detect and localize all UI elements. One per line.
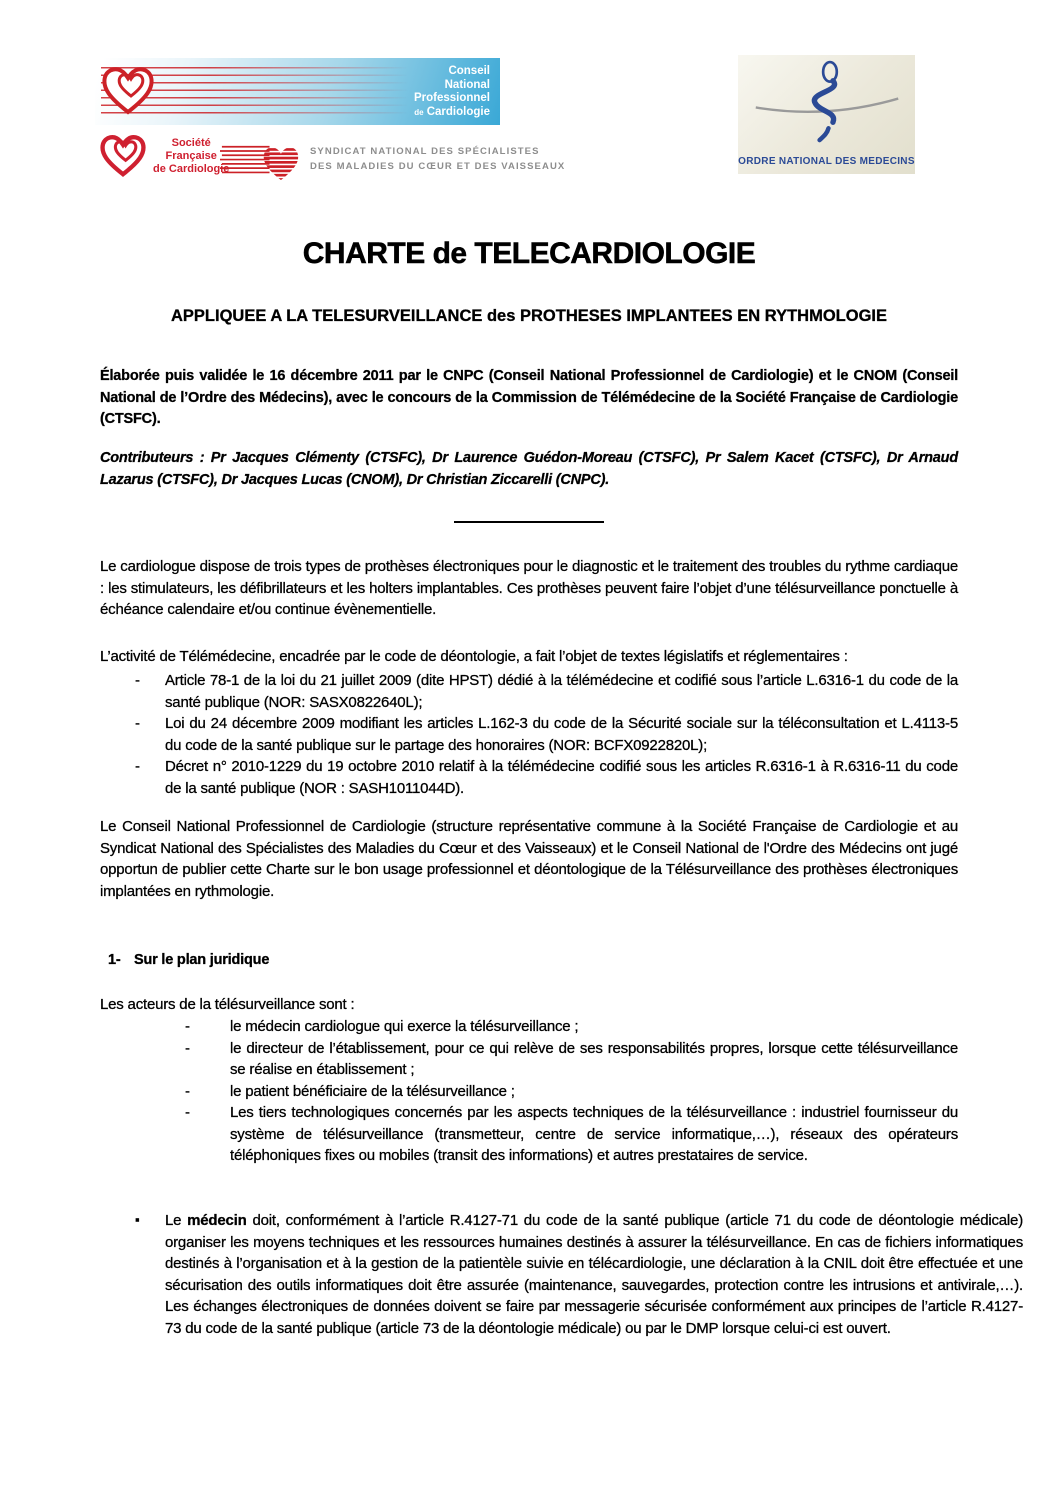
syndicat-line1: SYNDICAT NATIONAL DES SPÉCIALISTES	[310, 146, 540, 157]
dash-bullet: -	[185, 1104, 190, 1121]
law-item	[100, 756, 958, 799]
page-subtitle: APPLIQUEE A LA TELESURVEILLANCE des PROTHESES IMPLANTEES EN RYTHMOLOGIE	[171, 307, 887, 325]
medecin-paragraph	[100, 1210, 1023, 1339]
laws-intro: L’activité de Télémédecine, encadrée par le code de déontologie, a fait l’objet de textes législatifs et réglementaires :	[100, 648, 848, 665]
actor-item	[100, 1102, 958, 1167]
actors-list	[100, 1016, 958, 1167]
body-paragraph-2: Le Conseil National Professionnel de Cardiologie (structure représentative commune à la Société Française de Cardiologie et au Syndicat National des Spécialistes des Maladies du Cœur et des Vaisseaux) et le Conseil National de l'Ordre des Médecins ont jugé opportun de publier cette Charte sur le bon usage professionnel et déontologique de la Télésurveillance des prothèses électroniques implantées en rythmologie.	[100, 818, 958, 900]
actor-item	[100, 1081, 958, 1103]
dash-bullet: -	[135, 715, 140, 732]
cnpc-line4: de Cardiologie	[414, 105, 490, 118]
actor-item-text: Les tiers technologiques concernés par les aspects techniques de la télésurveillance : industriel fournisseur du système de télésurveillance (transmetteur, centre de service informatique,…), réseaux des opérateurs téléphoniques fixes ou mobiles (transit des informations) et autres prestataires de service.	[230, 1104, 958, 1164]
syndicat-line2: DES MALADIES DU CŒUR ET DES VAISSEAUX	[310, 161, 566, 172]
square-bullet: ▪	[135, 1212, 140, 1227]
law-item	[100, 713, 958, 756]
law-item-text: Décret n° 2010-1229 du 19 octobre 2010 relatif à la télémédecine codifié sous les articles R.6316-1 à R.6316-11 du code de la santé publique (NOR : SASH1011044D).	[165, 758, 958, 797]
law-item-text: Article 78-1 de la loi du 21 juillet 2009 (dite HPST) dédié à la télémédecine et codifié sous l’article L.6316-1 du code de la santé publique (NOR: SASX0822640L);	[165, 672, 958, 711]
cnpc-line2: National	[444, 78, 490, 91]
caduceus-icon	[752, 57, 902, 149]
cnpc-line1: Conseil	[448, 65, 490, 77]
body-paragraph-1: Le cardiologue dispose de trois types de prothèses électroniques pour le diagnostic et le traitement des troubles du rythme cardiaque : les stimulateurs, les défibrillateurs et les holters implantables. Ces prothèses peuvent faire l’objet d’une télésurveillance ponctuelle à échéance calendaire et/ou continue évènementielle.	[100, 558, 958, 618]
separator-line	[454, 521, 604, 523]
actor-item	[100, 1016, 958, 1038]
syndicat-logo	[220, 138, 565, 184]
contributors-paragraph: Contributeurs : Pr Jacques Clémenty (CTSFC), Dr Laurence Guédon-Moreau (CTSFC), Pr Salem Kacet (CTSFC), Dr Arnaud Lazarus (CTSFC), Dr Jacques Lucas (CNOM), Dr Christian Ziccarelli (CNPC).	[100, 450, 958, 488]
section-number: 1-	[108, 952, 121, 968]
cnpc-logo	[95, 58, 500, 125]
dash-bullet: -	[135, 672, 140, 689]
onm-logo	[738, 55, 915, 174]
law-item-text: Loi du 24 décembre 2009 modifiant les articles L.162-3 du code de la Sécurité sociale sur la téléconsultation et L.4113-5 du code de la santé publique sur le partage des honoraires (NOR: BCFX0922820L);	[165, 715, 958, 754]
actor-item-text: le patient bénéficiaire de la télésurveillance ;	[230, 1082, 515, 1100]
sfc-line2: Française	[165, 149, 217, 162]
actors-intro: Les acteurs de la télésurveillance sont :	[100, 996, 355, 1013]
heart-icon	[98, 61, 158, 121]
actor-item-text: le médecin cardiologue qui exerce la télésurveillance ;	[230, 1018, 579, 1035]
actor-item-text: le directeur de l’établissement, pour ce qui relève de ses responsabilités propres, lorsque cette télésurveillance se réalise en établissement ;	[230, 1039, 958, 1078]
syndicat-logo-text	[310, 144, 565, 174]
section-title: Sur le plan juridique	[134, 952, 270, 968]
sfc-logo	[97, 130, 229, 182]
actor-item	[100, 1038, 958, 1081]
striped-heart-icon	[220, 138, 300, 184]
heart-icon	[97, 130, 149, 182]
medecin-text: doit, conformément à l’article R.4127-71 du code de la santé publique (article 71 du code de déontologie médicale) organiser les moyens techniques et les ressources humaines destinés à assurer la télésurveillance. En cas de fichiers informatiques destinés à l’organisation et à la gestion de la patientèle suivie en télécardiologie, une déclaration à la CNIL doit être effectuée et une sécurisation des outils informatiques doit être assurée (maintenance, sauvegardes, protection contre les intrusions et antivirale,…). Les échanges électroniques de données doivent se faire par messagerie sécurisée conformément aux principes de l’article R.4127-73 du code de la santé publique (article 73 de la déontologie médicale) ou par le DMP lorsque celui-ci est ouvert.	[165, 1212, 1023, 1337]
medecin-bold-word: médecin	[187, 1212, 247, 1229]
intro-paragraph: Élaborée puis validée le 16 décembre 2011 par le CNPC (Conseil National Professionnel de Cardiologie) et le CNOM (Conseil National de l’Ordre des Médecins), avec le concours de la Commission de Télémédecine de la Société Française de Cardiologie (CTSFC).	[100, 368, 958, 427]
cnpc-line3: Professionnel	[413, 92, 490, 104]
dash-bullet: -	[185, 1039, 190, 1057]
sfc-line1: Société	[171, 136, 211, 149]
dash-bullet: -	[135, 758, 140, 775]
section-1-heading	[100, 950, 958, 972]
sfc-line3: de Cardiologie	[153, 162, 230, 175]
page-title: CHARTE de TELECARDIOLOGIE	[302, 237, 756, 270]
medecin-prefix: Le	[165, 1212, 188, 1229]
dash-bullet: -	[185, 1082, 190, 1100]
onm-logo-text: ORDRE NATIONAL DES MEDECINS	[738, 156, 915, 167]
law-item	[100, 670, 958, 713]
laws-list	[100, 670, 958, 799]
sfc-logo-text	[153, 137, 229, 176]
cnpc-logo-text	[414, 65, 490, 119]
dash-bullet: -	[185, 1018, 190, 1035]
